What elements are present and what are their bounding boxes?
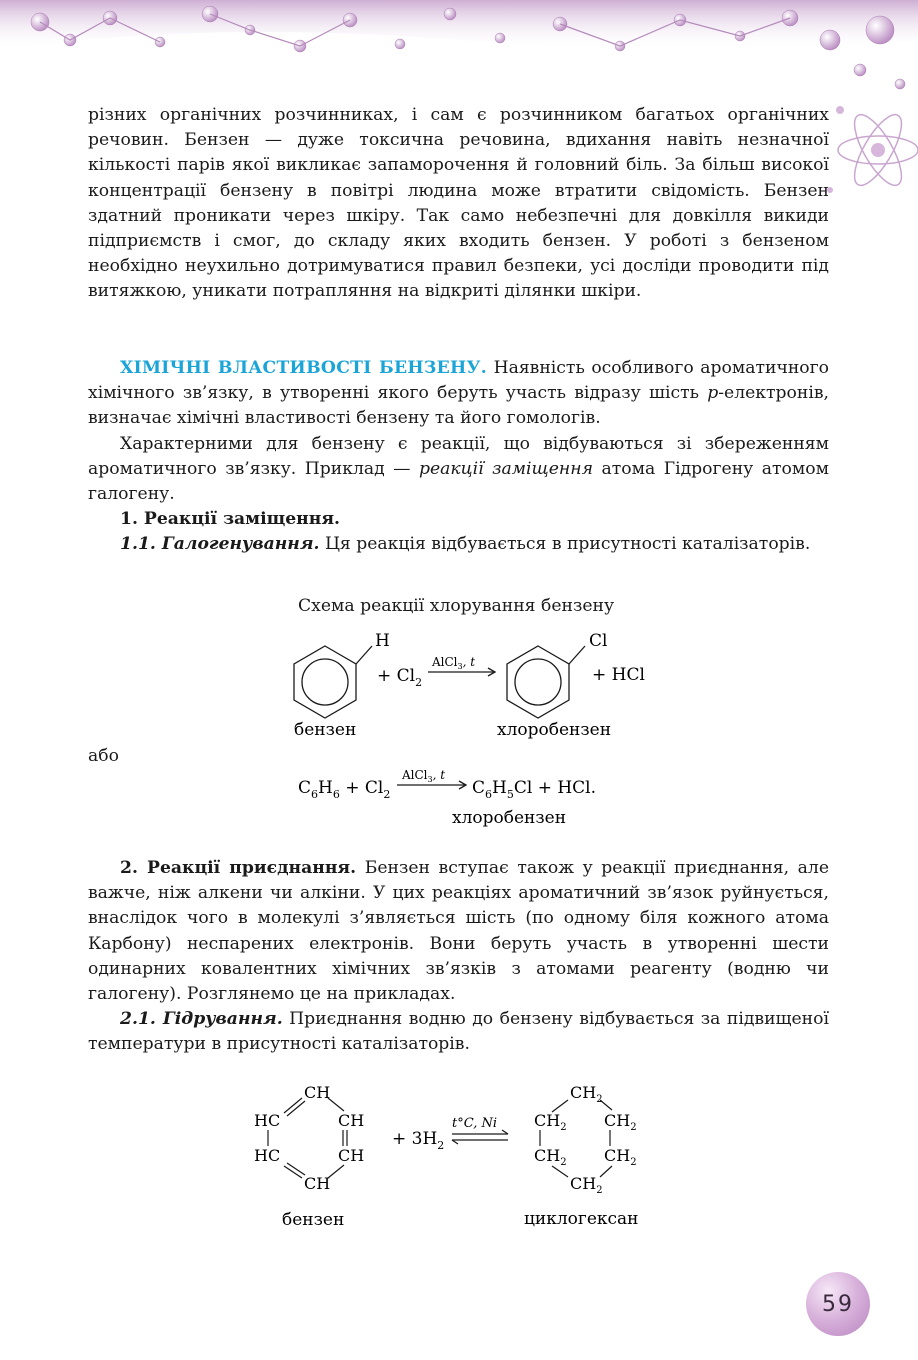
label-chlorobenzene: хлоробензен [497, 720, 612, 740]
svg-text:CH2: $CH_2$ [604, 1111, 637, 1133]
ch-lower-right: CH [338, 1146, 365, 1165]
svg-text:AlCl3, t: AlCl$_3$, t [402, 768, 446, 784]
ch-bottom: CH [304, 1174, 331, 1193]
reaction-condition: t°C, Ni [452, 1116, 498, 1131]
or-word: або [88, 746, 119, 766]
paragraph-hydrogenation: 2.1. Гідрування. Приєднання водню до бензену відбувається за підвищеної температури в присутності каталізаторів. [88, 1009, 829, 1055]
label-benzene: бензен [294, 720, 357, 740]
svg-text:AlCl3, t: AlCl$_3$, t [432, 655, 476, 671]
svg-text:CH2: $CH_2$ [570, 1083, 603, 1105]
hydrogenation-scheme [240, 1078, 660, 1238]
hydrogen-label: H [375, 631, 390, 651]
svg-text:CH2: $CH_2$ [604, 1146, 637, 1168]
svg-text:CH2: $CH_2$ [534, 1111, 567, 1133]
subheading-substitution: 1. Реакції заміщення. [120, 509, 341, 530]
chlorine-label: Cl [589, 631, 608, 651]
paragraph-halogenation: 1.1. Галогенування. Ця реакція відбувається в присутності каталізаторів. [120, 534, 811, 555]
scheme-title: Схема реакції хлорування бензену [298, 596, 615, 616]
svg-text:C6H5Cl + HCl.: $C_6H_5Cl$ + HCl. [472, 778, 597, 801]
page-number: 59 [806, 1272, 870, 1336]
atom-icon [820, 80, 918, 220]
addition-reactions-section [88, 856, 829, 1058]
chlorination-scheme [280, 622, 680, 742]
svg-text:CH2: $CH_2$ [570, 1174, 603, 1196]
paragraph-addition: 2. Реакції приєднання. Бензен вступає також у реакції приєднання, але важче, ніж алкени чи алкіни. У цих реакціях ароматичний зв’язок руйнується, внаслідок чого в молекулі з’являється шість (по одному біля кожного атома Карбону) неспарених електронів. Вони беруть участь в утворенні шести одинарних ковалентних хімічних зв’язків з атомами реагенту (водню чи галогену). Розглянемо це на прикладах. [88, 858, 829, 1005]
label-benzene-2: бензен [282, 1210, 345, 1230]
molecular-equation [296, 762, 636, 834]
svg-text:+ 3H2: + $3H_2$ [392, 1129, 445, 1152]
header-molecule-decoration [0, 0, 918, 110]
svg-text:CH2: $CH_2$ [534, 1146, 567, 1168]
hc-lower-left: HC [254, 1146, 281, 1165]
label-cyclohexane: циклогексан [524, 1209, 639, 1229]
section-heading: ХІМІЧНІ ВЛАСТИВОСТІ БЕНЗЕНУ. [120, 358, 488, 378]
chlorobenzene-ring [507, 646, 569, 718]
paragraph-substitution-intro: Характерними для бензену є реакції, що відбуваються зі збереженням ароматичного зв’язку. Приклад — реакції заміщення атома Гідрогену атомом галогену. [88, 433, 829, 505]
svg-text:+ HCl: + HCl [592, 665, 645, 685]
intro-paragraph [88, 103, 829, 305]
label-chlorobenzene-2: хлоробензен [452, 808, 567, 828]
svg-text:C6H6 + Cl2: $C_6H_6 + Cl_2$ [298, 778, 391, 801]
chemical-properties-section [88, 356, 829, 558]
ch-upper-right: CH [338, 1111, 365, 1130]
svg-text:+ Cl2: + $Cl_2$ [377, 666, 423, 689]
hc-upper-left: HC [254, 1111, 281, 1130]
paragraph-toxicity: різних органічних розчинниках, і сам є розчинником багатьох органічних речовин. Бензен — дуже токсична речовина, вдихання навіть незначної кількості парів якої викликає запаморочення й головний біль. За більш високої концентрації бензену в повітрі людина може втратити свідомість. Бензен здатний проникати через шкіру. Так само небезпечні для довкілля викиди підприємств і смог, до складу яких входить бензен. У роботі з бензеном необхідно неухильно дотримуватися правил безпеки, усі досліди проводити під витяжкою, уникати потрапляння на відкриті ділянки шкіри. [88, 105, 829, 302]
paragraph-chemical-properties: ХІМІЧНІ ВЛАСТИВОСТІ БЕНЗЕНУ. Наявність особливого ароматичного хімічного зв’язку, в утворенні якого беруть участь відразу шість p-електронів, визначає хімічні властивості бензену та його гомологів. [88, 358, 829, 429]
ch-top: CH [304, 1083, 331, 1102]
benzene-ring [294, 646, 356, 718]
